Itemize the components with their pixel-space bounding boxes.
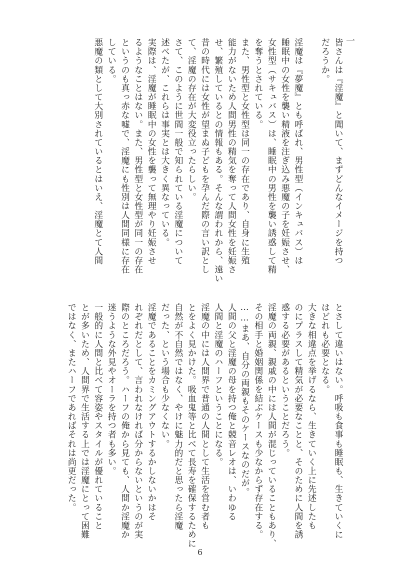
chapter-mark: 一 — [344, 36, 354, 45]
text-column-line: 淫魔の中には人間界で普通の人間として生活を営む者も — [199, 303, 210, 530]
text-column-line: また、男性型と女性型は同一の存在であり、自身に生殖 — [239, 38, 250, 265]
text-column-line: 昔の時代には女性が望まぬ子どもを孕んだ際の言い訳とし — [199, 38, 210, 275]
text-column-line: 惑する必要があるということだろう。 — [279, 303, 290, 458]
text-column-line: のにプラスして精気が必要なことと、そのために人間を誘 — [292, 303, 303, 540]
text-column-line: 悪魔の類として大別されているとはいえ、淫魔とて人間 — [92, 38, 103, 265]
text-column-line: ……まあ、自分の両親もそのケースなのだが。 — [239, 303, 250, 497]
text-column-line: 淫魔は『夢魔』とも呼ばれ、男性型（インキュバス）は — [292, 38, 303, 265]
text-column-line: とさして違いはない。呼吸も食事も睡眠も、生きていくに — [333, 303, 343, 540]
text-column-line: というのも真っ赤な嘘で、淫魔にも性別は人間同様に存在 — [119, 38, 130, 275]
text-column-line: 睡眠中の女性を襲い精液を注ぎ込み悪魔の子を妊娠させ、 — [279, 38, 290, 275]
text-column-line: とが多いため、人間界で生活する上では淫魔にとって困難 — [79, 303, 90, 540]
text-column-line: 淫魔の両親、親戚の中には人間が混じっていることもあり、 — [266, 303, 277, 549]
text-column-line: その相手と婚姻関係を結ぶケースも少なからず存在する。 — [252, 303, 263, 540]
text-column-line: せ、繁殖しているとの情報もある。そんな謂われから、遠い — [212, 38, 223, 284]
text-column-line: 実際は、淫魔が睡眠中の女性を襲って無理やり妊娠させ — [146, 38, 157, 265]
text-column-line: 人間と淫魔のハーフということになる。 — [212, 303, 223, 467]
text-column-line — [304, 38, 317, 278]
text-column-line: だった、という場合も少なくない。 — [159, 303, 170, 449]
body-text-bottom-block — [64, 303, 344, 549]
text-column-line: さて、このように世間一般で知られている淫魔について — [172, 38, 183, 265]
text-column-line: て、淫魔の存在が大変役立ったらしい。 — [186, 38, 197, 202]
text-column-line: 皆さんは『淫魔』と聞いて、まずどんなイメージを持つ — [333, 38, 343, 265]
text-column-line: 迷うような外見やオーラを持つ者も多い。 — [106, 303, 117, 476]
text-column-line: はどれも必要となる。 — [319, 303, 330, 394]
text-column-line: だろうか。 — [319, 38, 330, 84]
text-column-line: とをよく見かけた。吸血鬼等と比べて長寿を確保するために — [186, 303, 197, 549]
text-column-line: 淫魔であることをカミングアウトするかしないかはそ — [146, 303, 157, 521]
text-column-line: 大きな相違点を挙げるなら、生きていく上に先述したも — [306, 303, 317, 530]
text-column-line: 際のところだろう。ハーフの俺から見ても、人間か淫魔か — [119, 303, 130, 540]
text-column-line: るようなことはない。また、男性型と女性型が同一の存在 — [132, 38, 143, 275]
text-column-line: ではなく、またハーフであればそれは尚更だった。 — [66, 303, 77, 512]
text-column-line: 女性型（サキュバス）は、睡眠中の男性を襲い誘惑して精 — [266, 38, 277, 275]
text-column-line: 自然が不自然ではなく、やけに魅力的だと思ったら淫魔 — [172, 303, 183, 530]
text-column-line: している。 — [106, 38, 117, 84]
text-column-line: 述べたが、これらは事実とは大きく異なっている。 — [159, 38, 170, 247]
text-column-line: 人間の父と淫魔の母を持つ俺と競音レオは、いわゆる — [226, 303, 237, 521]
text-column-line: を奪うとされている。 — [252, 38, 263, 129]
body-text-top-block — [90, 38, 344, 284]
text-column-line: 能力がないため人間男性の精気を奪って人間女性を妊娠さ — [226, 38, 237, 275]
text-column-line: れぞれだとして、言われなければ分からないというのが実 — [132, 303, 143, 540]
text-column-line: 一般的に人間と比べて容姿やスタイルが優れていること — [92, 303, 103, 530]
page-number: 6 — [197, 548, 203, 557]
